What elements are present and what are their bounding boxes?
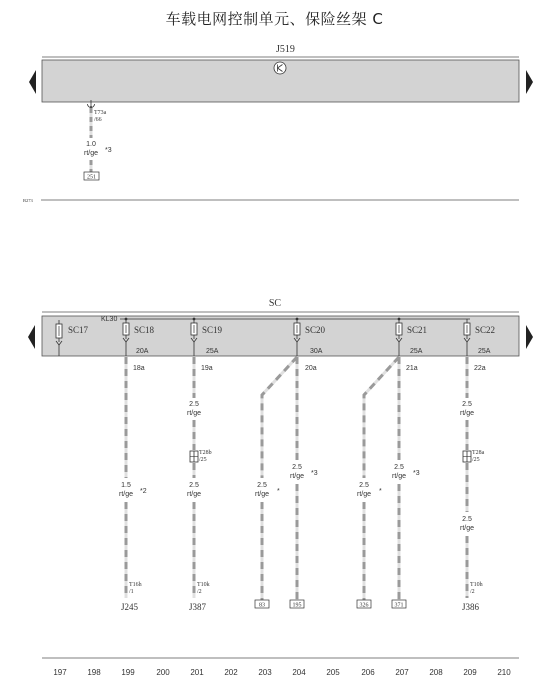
pin-22a: 22a — [474, 365, 486, 372]
t28a-label: T28a — [472, 450, 485, 456]
w206-size: 2.5 — [359, 482, 369, 489]
kl30-label: KL30 — [101, 316, 118, 323]
w201-conn: T10k — [197, 582, 210, 588]
top-wire-color: rt/ge — [83, 150, 99, 157]
w209-color1: rt/ge — [459, 410, 475, 417]
w199-pin: /1 — [129, 589, 134, 595]
w199-conn: T16h — [129, 582, 142, 588]
w206-ref: 326 — [359, 602, 369, 609]
fuse-sc18-rating: 20A — [136, 348, 149, 355]
separation-connector-t28b — [190, 451, 198, 462]
right-arrow-icon-2 — [526, 325, 533, 349]
t28b-pin: /25 — [199, 457, 207, 463]
w199-note: *2 — [140, 488, 147, 495]
w203-color: rt/ge — [254, 491, 270, 498]
w203-note: * — [277, 488, 280, 495]
axis-number: 209 — [463, 668, 477, 677]
fuse-sc22-rating: 25A — [478, 348, 491, 355]
top-wire-note: *3 — [105, 147, 112, 154]
axis-number: 207 — [395, 668, 409, 677]
fuse-sc17-name: SC17 — [68, 325, 89, 335]
w201-size2: 2.5 — [189, 482, 199, 489]
w204-color: rt/ge — [289, 473, 305, 480]
w204-ref: 195 — [292, 602, 302, 609]
w207-size: 2.5 — [394, 464, 404, 471]
axis-number: 206 — [361, 668, 375, 677]
w199-size: 1.5 — [121, 482, 131, 489]
fuse-sc20-name: SC20 — [305, 325, 326, 335]
w199-color: rt/ge — [118, 491, 134, 498]
separation-connector-t28a — [463, 451, 471, 462]
top-wire-size: 1.0 — [86, 141, 96, 148]
axis-number: 201 — [190, 668, 204, 677]
w206-color: rt/ge — [356, 491, 372, 498]
fuse-sc20-rating: 30A — [310, 348, 323, 355]
axis-number: 205 — [326, 668, 340, 677]
axis-number: 198 — [87, 668, 101, 677]
w209-color2: rt/ge — [459, 525, 475, 532]
fuse-sc19-name: SC19 — [202, 325, 223, 335]
top-unit-label: J519 — [276, 44, 295, 55]
w201-color2: rt/ge — [186, 491, 202, 498]
w206-note: * — [379, 488, 382, 495]
pin-18a: 18a — [133, 365, 145, 372]
w203-size: 2.5 — [257, 482, 267, 489]
top-connector-pin: /66 — [94, 117, 102, 123]
w201-size1: 2.5 — [189, 401, 199, 408]
w207-ref: 371 — [394, 602, 404, 609]
top-connector-label: T73a — [94, 110, 107, 116]
fuse-sc21-rating: 25A — [410, 348, 423, 355]
w204-note: *3 — [311, 470, 318, 477]
axis-number: 199 — [121, 668, 135, 677]
page-title: 车载电网控制单元、保险丝架 C — [165, 10, 384, 28]
t28a-pin: /25 — [472, 457, 480, 463]
axis-number: 210 — [497, 668, 511, 677]
axis-number: 202 — [224, 668, 238, 677]
ground-label: B273 — [23, 198, 33, 203]
pin-21a: 21a — [406, 365, 418, 372]
fuse-sc18-name: SC18 — [134, 325, 155, 335]
w201-pin: /2 — [197, 589, 202, 595]
axis-number: 208 — [429, 668, 443, 677]
axis-number: 197 — [53, 668, 67, 677]
pin-20a: 20a — [305, 365, 317, 372]
dest-j387: J387 — [189, 602, 207, 612]
w209-size1: 2.5 — [462, 401, 472, 408]
fuse-sc21-name: SC21 — [407, 325, 428, 335]
fuse-sc19-rating: 25A — [206, 348, 219, 355]
dest-j245: J245 — [121, 602, 139, 612]
w209-size2: 2.5 — [462, 516, 472, 523]
w207-color: rt/ge — [391, 473, 407, 480]
left-arrow-icon — [29, 70, 36, 94]
axis-number: 203 — [258, 668, 272, 677]
t28b-label: T28b — [199, 450, 212, 456]
axis-number: 200 — [156, 668, 170, 677]
pin-19a: 19a — [201, 365, 213, 372]
axis-numbers — [53, 668, 511, 677]
w201-color1: rt/ge — [186, 410, 202, 417]
w203-ref: 83 — [259, 602, 265, 609]
w209-pin: /2 — [470, 589, 475, 595]
left-arrow-icon-2 — [28, 325, 35, 349]
top-ref: 251 — [87, 174, 96, 181]
transistor-icon — [274, 62, 286, 74]
fuse-sc22-name: SC22 — [475, 325, 496, 335]
fuse-box-label: SC — [268, 298, 282, 309]
dest-j386: J386 — [462, 602, 480, 612]
axis-number: 204 — [292, 668, 306, 677]
w209-conn: T10h — [470, 582, 483, 588]
right-arrow-icon — [526, 70, 533, 94]
w207-note: *3 — [413, 470, 420, 477]
w204-size: 2.5 — [292, 464, 302, 471]
